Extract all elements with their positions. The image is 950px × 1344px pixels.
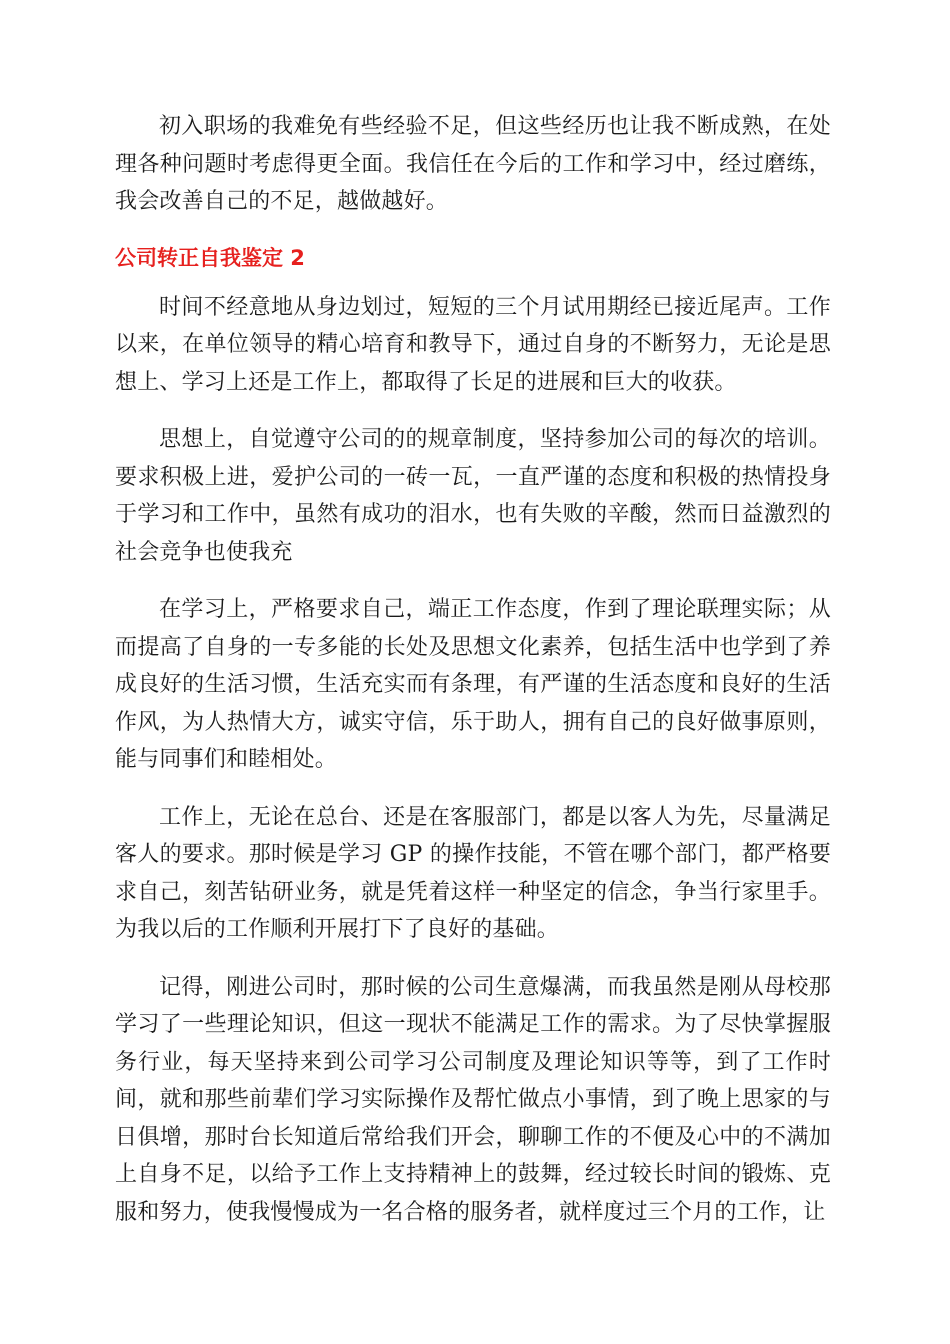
paragraph-time-passing: 时间不经意地从身边划过，短短的三个月试用期经已接近尾声。工作以来，在单位领导的精心培育和教导下，通过自身的不断努力，无论是思想上、学习上还是工作上，都取得了长足的进展和巨大的收获。 [115,294,831,395]
paragraph-memories: 记得，刚进公司时，那时候的公司生意爆满，而我虽然是刚从母校那学习了一些理论知识，但这一现状不能满足工作的需求。为了尽快掌握服务行业，每天坚持来到公司学习公司制度及理论知识等等，到了工作时间，就和那些前辈们学习实际操作及帮忙做点小事情，到了晚上思家的与日俱增，那时台长知道后常给我们开会，聊聊工作的不便及心中的不满加上自身不足，以给予工作上支持精神上的鼓舞，经过较长时间的锻炼、克服和努力，使我慢慢成为一名合格的服务者，就样度过三个月的工作，让 [115,974,831,1225]
section-heading: 公司转正自我鉴定 2 [115,245,305,270]
paragraph-study: 在学习上，严格要求自己，端正工作态度，作到了理论联理实际；从而提高了自身的一专多能的长处及思想文化素养，包括生活中也学到了养成良好的生活习惯，生活充实而有条理，有严谨的生活态度和良好的生活作风，为人热情大方，诚实守信，乐于助人，拥有自己的良好做事原则，能与同事们和睦相处。 [115,597,831,772]
paragraph-ideology: 思想上，自觉遵守公司的的规章制度，坚持参加公司的每次的培训。要求积极上进，爱护公司的一砖一瓦，一直严谨的态度和积极的热情投身于学习和工作中，虽然有成功的泪水，也有失败的辛酸，然而日益激烈的社会竞争也使我充 [115,427,831,565]
document-body [115,108,831,1231]
intro-paragraph: 初入职场的我难免有些经验不足，但这些经历也让我不断成熟，在处理各种问题时考虑得更全面。我信任在今后的工作和学习中，经过磨练，我会改善自己的不足，越做越好。 [115,114,831,214]
paragraph-work: 工作上，无论在总台、还是在客服部门，都是以客人为先，尽量满足客人的要求。那时候是学习 GP 的操作技能，不管在哪个部门，都严格要求自己，刻苦钻研业务，就是凭着这样一种坚定的信念，争当行家里手。为我以后的工作顺利开展打下了良好的基础。 [115,804,831,942]
